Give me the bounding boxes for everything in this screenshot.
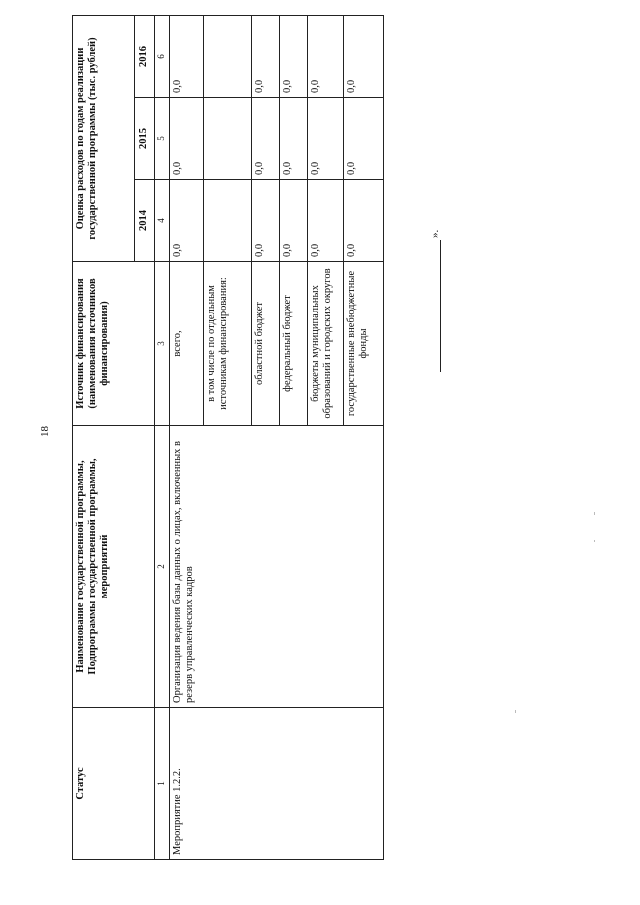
- closing-underline: [440, 240, 441, 372]
- column-number-1: 1: [155, 708, 170, 860]
- source-regional: областной бюджет: [251, 262, 279, 426]
- column-number-6: 6: [155, 16, 170, 98]
- value-regional-2014: 0,0: [251, 180, 279, 262]
- value-federal-2014: 0,0: [279, 180, 307, 262]
- source-breakdown: в том числе по отдельным источникам финансирования:: [203, 262, 251, 426]
- row-status: Мероприятие 1.2.2.: [169, 708, 383, 860]
- source-municipal: бюджеты муниципальных образований и городских округов: [307, 262, 343, 426]
- page-number: 18: [39, 426, 51, 437]
- source-federal: федеральный бюджет: [279, 262, 307, 426]
- value-breakdown-2015: [203, 98, 251, 180]
- header-year-2016: 2016: [135, 16, 155, 98]
- header-year-2014: 2014: [135, 180, 155, 262]
- scan-speck: [515, 710, 516, 713]
- closing-mark: [430, 222, 444, 372]
- closing-quote: ».: [429, 229, 441, 238]
- value-municipal-2016: 0,0: [307, 16, 343, 98]
- financing-table: [72, 15, 384, 860]
- column-number-3: 3: [155, 262, 170, 426]
- value-total-2015: 0,0: [169, 98, 203, 180]
- value-municipal-2015: 0,0: [307, 98, 343, 180]
- scan-speck: [594, 512, 595, 515]
- column-number-4: 4: [155, 180, 170, 262]
- row-name: Организация ведения базы данных о лицах, включенных в резерв управленческих кадров: [169, 426, 383, 708]
- value-breakdown-2016: [203, 16, 251, 98]
- value-federal-2015: 0,0: [279, 98, 307, 180]
- value-federal-2016: 0,0: [279, 16, 307, 98]
- value-breakdown-2014: [203, 180, 251, 262]
- column-number-5: 5: [155, 98, 170, 180]
- value-total-2014: 0,0: [169, 180, 203, 262]
- value-municipal-2014: 0,0: [307, 180, 343, 262]
- source-extrabudgetary: государственные внебюджетные фонды: [343, 262, 383, 426]
- header-source: Источник финансирования (наименования источников финансирования): [73, 262, 155, 426]
- value-extrabudgetary-2014: 0,0: [343, 180, 383, 262]
- header-status: Статус: [73, 708, 155, 860]
- header-year-2015: 2015: [135, 98, 155, 180]
- header-estimate: Оценка расходов по годам реализации государственной программы (тыс. рублей): [73, 16, 135, 262]
- source-total: всего,: [169, 262, 203, 426]
- value-regional-2016: 0,0: [251, 16, 279, 98]
- rotated-table-container: [72, 16, 369, 860]
- value-extrabudgetary-2015: 0,0: [343, 98, 383, 180]
- value-total-2016: 0,0: [169, 16, 203, 98]
- value-regional-2015: 0,0: [251, 98, 279, 180]
- value-extrabudgetary-2016: 0,0: [343, 16, 383, 98]
- header-name: Наименование государственной программы, Подпрограммы государственной программы, мероприятий: [73, 426, 155, 708]
- scan-speck: [594, 540, 595, 542]
- column-number-2: 2: [155, 426, 170, 708]
